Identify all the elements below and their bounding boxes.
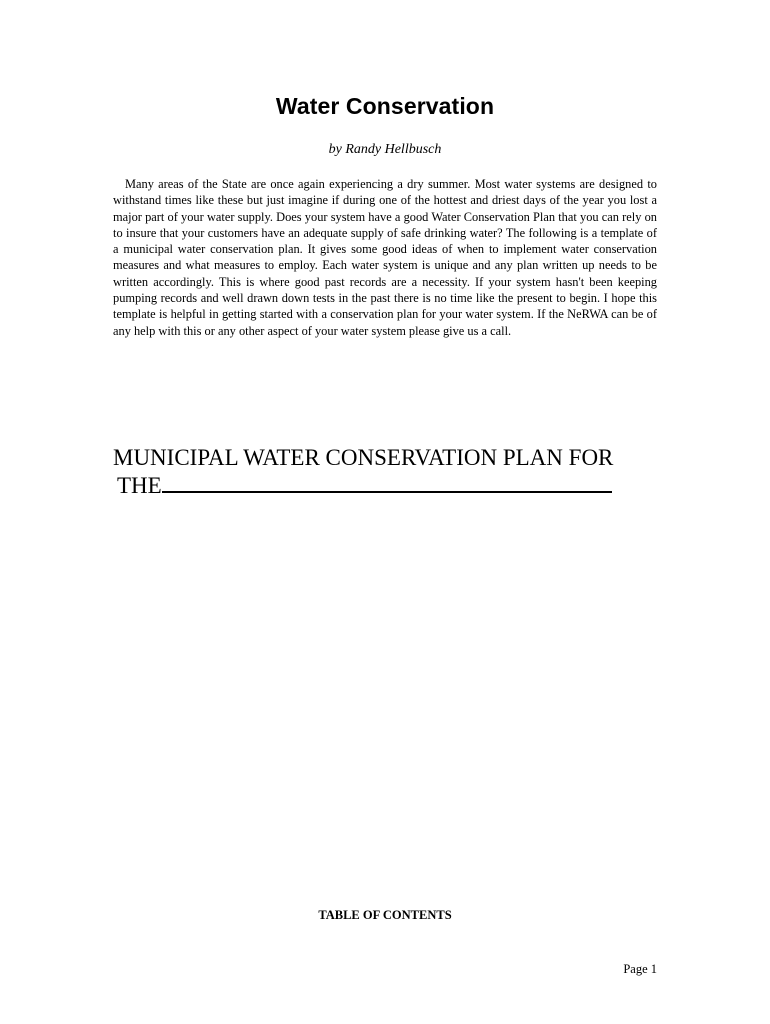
intro-paragraph: Many areas of the State are once again experiencing a dry summer. Most water systems are designed to withstand times like these but just imagine if during one of the hottest and driest days of the year you lost a major part of your water supply. Does your system have a good Water Conservation Plan that you can rely on to insure that your customers have an adequate supply of safe drinking water? The following is a template of a municipal water conservation plan. It gives some good ideas of when to implement water conservation measures and what measures to employ. Each water system is unique and any plan written up needs to be written accordingly. This is where good past records are a necessity. If your system hasn't been keeping pumping records and well drawn down tests in the past there is no time like the present to begin. I hope this template is helpful in getting started with a conservation plan for your water system. If the NeRWA can be of any help with this or any other aspect of your water system please give us a call.: [113, 177, 657, 338]
author-byline: by Randy Hellbusch: [328, 142, 442, 157]
page-number: Page 1: [623, 962, 657, 976]
plan-heading-prefix: THE: [117, 473, 162, 498]
document-title: Water Conservation: [275, 93, 495, 119]
plan-heading-line1: MUNICIPAL WATER CONSERVATION PLAN FOR: [113, 445, 614, 470]
plan-heading: [113, 444, 673, 499]
table-of-contents-heading: TABLE OF CONTENTS: [318, 908, 452, 922]
fill-in-blank-line: [162, 471, 612, 493]
plan-heading-line2: [113, 471, 673, 499]
